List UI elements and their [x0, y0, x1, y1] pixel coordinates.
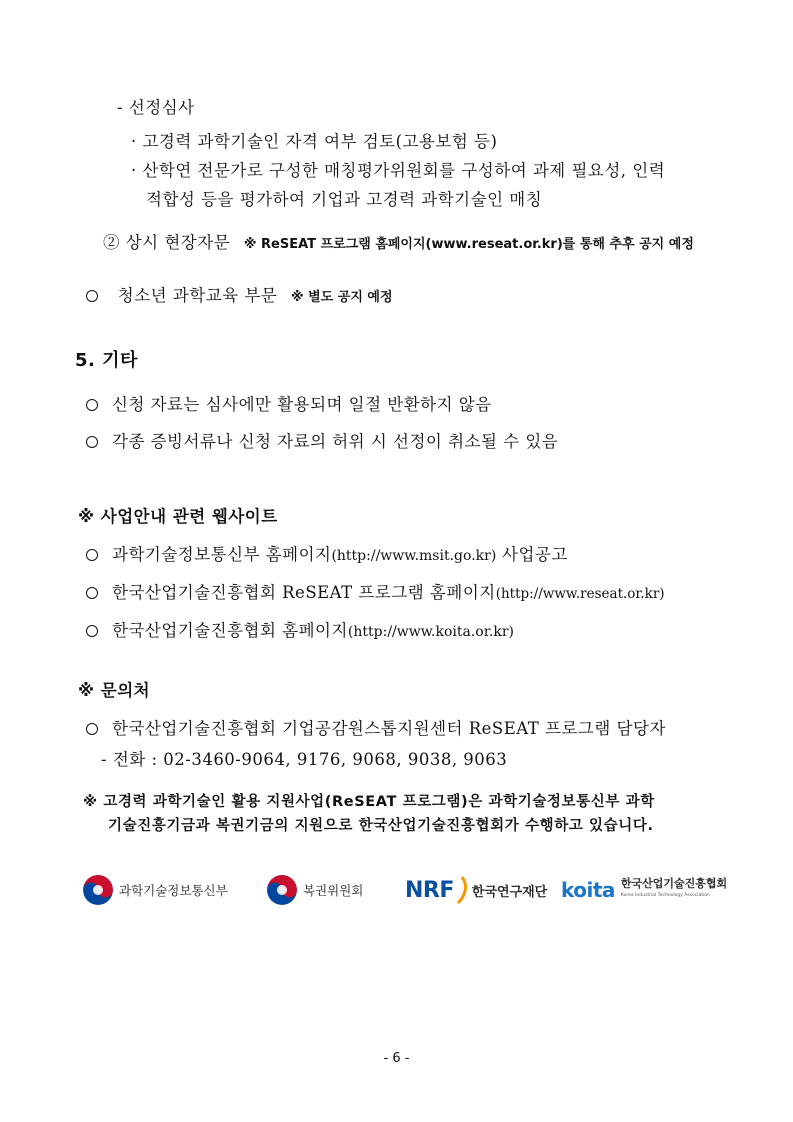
screening-item-1: · 고경력 과학기술인 자격 여부 검토(고용보험 등) — [131, 132, 498, 151]
circle-bullet-icon — [86, 625, 98, 637]
taeguk-icon — [267, 875, 297, 905]
websites-heading: ※ 사업안내 관련 웹사이트 — [78, 507, 278, 526]
contact-item — [86, 718, 666, 740]
website-2-label: 한국산업기술진흥협회 ReSEAT 프로그램 홈페이지 — [112, 583, 496, 602]
onsite-consulting-line — [103, 232, 694, 256]
support-note-line-1: ※ 고경력 과학기술인 활용 지원사업(ReSEAT 프로그램)은 과학기술정보통신부 과학 — [83, 794, 655, 810]
koita-logo — [561, 868, 727, 912]
koita-name: 한국산업기술진흥협회 — [620, 877, 728, 890]
page-number: - 6 - — [383, 1051, 410, 1066]
onsite-consulting-note: ※ ReSEAT 프로그램 홈페이지(www.reseat.or.kr)를 통해 추후 공지 예정 — [243, 237, 694, 252]
website-1-url[interactable]: (http://www.msit.go.kr) — [331, 548, 497, 564]
koita-mark: koita — [561, 878, 615, 902]
website-1-label: 과학기술정보통신부 홈페이지 — [112, 545, 332, 564]
msit-logo — [83, 868, 228, 912]
website-item-1 — [86, 544, 568, 567]
website-item-2 — [86, 582, 665, 605]
screening-item-2-cont: 적합성 등을 평가하여 기업과 고경력 과학기술인 매칭 — [146, 190, 543, 209]
section-5-title: 5. 기타 — [75, 350, 138, 371]
etc-item-2 — [86, 431, 558, 453]
nrf-mark: NRF — [405, 877, 454, 903]
nrf-name: 한국연구재단 — [471, 884, 548, 900]
onsite-consulting-label: ② 상시 현장자문 — [103, 233, 231, 252]
contact-heading: ※ 문의처 — [78, 681, 151, 700]
circle-bullet-icon — [86, 587, 98, 599]
koita-english-name: Korea Industrial Technology Association — [620, 893, 710, 898]
nrf-logo — [405, 868, 547, 912]
koita-name-block — [621, 878, 727, 902]
website-2-url[interactable]: (http://www.reseat.or.kr) — [495, 586, 665, 602]
support-note-line-2: 기술진흥기금과 복권기금의 지원으로 한국산업기술진흥협회가 수행하고 있습니다. — [108, 818, 654, 834]
circle-bullet-icon — [86, 399, 98, 411]
website-item-3 — [86, 620, 514, 643]
nrf-swoosh-icon — [456, 875, 470, 905]
circle-bullet-icon — [86, 723, 98, 735]
website-1-suffix: 사업공고 — [496, 545, 568, 564]
website-3-label: 한국산업기술진흥협회 홈페이지 — [112, 621, 348, 640]
msit-logo-text: 과학기술정보통신부 — [119, 883, 228, 898]
youth-education-note: ※ 별도 공지 예정 — [290, 290, 393, 305]
youth-education-line — [86, 285, 393, 309]
contact-item-text: 한국산업기술진흥협회 기업공감원스톱지원센터 ReSEAT 프로그램 담당자 — [112, 719, 666, 738]
sponsor-logos — [0, 868, 793, 912]
circle-bullet-icon — [86, 436, 98, 448]
contact-phone: - 전화 : 02-3460-9064, 9176, 9068, 9038, 9063 — [101, 750, 508, 769]
screening-item-2: · 산학연 전문가로 구성한 매칭평가위원회를 구성하여 과제 필요성, 인력 — [131, 161, 666, 180]
etc-item-2-text: 각종 증빙서류나 신청 자료의 허위 시 선정이 취소될 수 있음 — [112, 432, 559, 451]
website-3-url[interactable]: (http://www.koita.or.kr) — [347, 624, 514, 640]
circle-bullet-icon — [86, 549, 98, 561]
lottery-commission-logo — [267, 868, 363, 912]
taeguk-icon — [83, 875, 113, 905]
lottery-logo-text: 복권위원회 — [303, 883, 364, 898]
youth-education-label: 청소년 과학교육 부문 — [117, 286, 278, 305]
etc-item-1-text: 신청 자료는 심사에만 활용되며 일절 반환하지 않음 — [112, 395, 492, 414]
circle-bullet-icon — [86, 290, 98, 302]
etc-item-1 — [86, 394, 492, 416]
screening-heading: - 선정심사 — [117, 98, 195, 117]
